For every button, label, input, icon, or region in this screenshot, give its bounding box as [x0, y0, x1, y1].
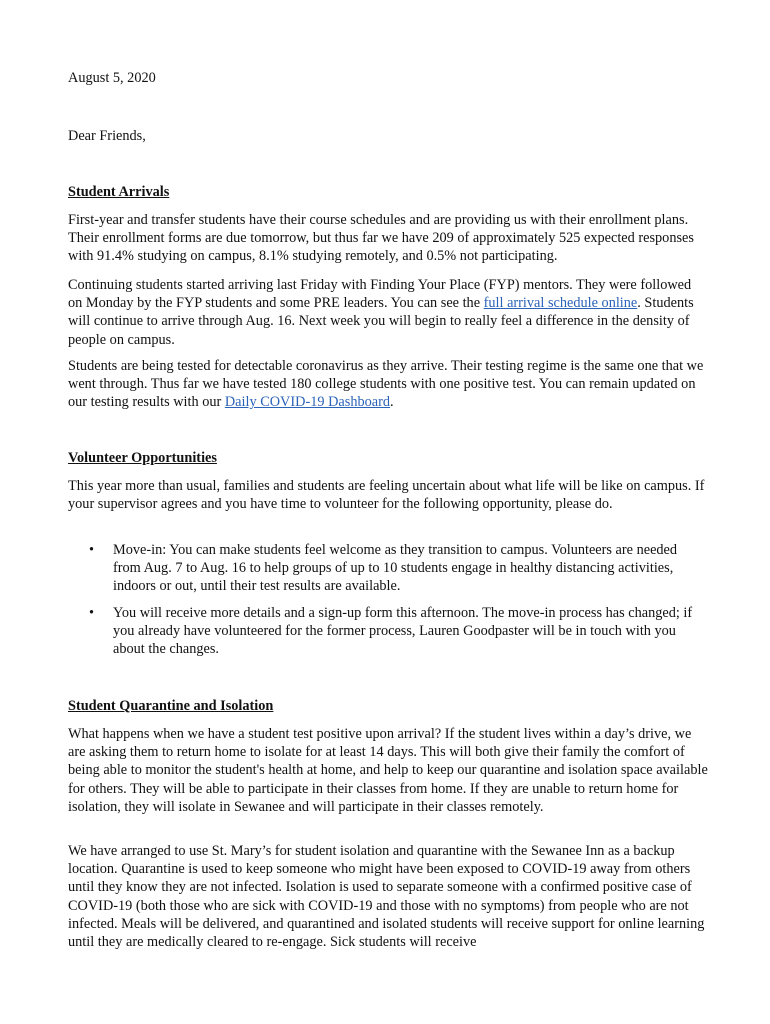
arrivals-paragraph-1: First-year and transfer students have their course schedules and are providing us with their enrollment plans. Their enrollment forms are due tomorrow, but thus far we have 209 of approximately 525 expected responses with 91.4% studying on campus, 8.1% studying remotely, and 0.5% not participating.: [68, 212, 694, 265]
heading-volunteer-opportunities: Volunteer Opportunities: [68, 450, 217, 466]
volunteer-paragraph: This year more than usual, families and students are feeling uncertain about what life will be like on campus. If your supervisor agrees and you have time to volunteer for the following opportunity, please do.: [68, 478, 705, 513]
salutation: Dear Friends,: [68, 128, 146, 144]
arrivals-paragraph-2: Continuing students started arriving last Friday with Finding Your Place (FYP) mentors. They were followed on Monday by the FYP students and some PRE leaders. You can see the full arrival schedule online. Students will continue to arrive through Aug. 16. Next week you will begin to really feel a difference in the density of people on campus.: [68, 277, 694, 348]
arrivals-paragraph-3: Students are being tested for detectable coronavirus as they arrive. Their testing regime is the same one that we went through. Thus far we have tested 180 college students with one positive test. You can remain updated on our testing results with our Daily COVID-19 Dashboard.: [68, 358, 704, 411]
letter-date: August 5, 2020: [68, 70, 156, 86]
arrival-schedule-link[interactable]: full arrival schedule online: [483, 295, 638, 312]
bullet-icon: •: [89, 605, 95, 621]
heading-student-quarantine: Student Quarantine and Isolation: [68, 698, 274, 714]
volunteer-list-item: You will receive more details and a sign-up form this afternoon. The move-in process has changed; if you already have volunteered for the former process, Lauren Goodpaster will be in touch with you about the changes.: [113, 605, 693, 658]
quarantine-paragraph-2: We have arranged to use St. Mary’s for student isolation and quarantine with the Sewanee Inn as a backup location. Quarantine is used to keep someone who might have been exposed to COVID-19 away from others until they know they are not infected. Isolation is used to separate someone with a confirmed positive case of COVID-19 (both those who are sick with COVID-19 and those with no symptoms) from people who are not infected. Meals will be delivered, and quarantined and isolated students will receive support for online learning until they are medically cleared to re-engage. Sick students will receive: [68, 843, 705, 951]
bullet-icon: •: [89, 542, 95, 558]
quarantine-paragraph-1: What happens when we have a student test positive upon arrival? If the student lives within a day’s drive, we are asking them to return home to isolate for at least 14 days. This will both give their family the comfort of being able to monitor the student's health at home, and help to keep our quarantine and isolation space available for others. They will be able to participate in their classes from home. If they are unable to return home for isolation, they will isolate in Sewanee and will participate in their classes remotely.: [68, 726, 708, 815]
heading-student-arrivals: Student Arrivals: [68, 184, 170, 200]
volunteer-list-item: Move-in: You can make students feel welcome as they transition to campus. Volunteers are needed from Aug. 7 to Aug. 16 to help groups of up to 10 students engage in healthy distancing activities, indoors or out, until their test results are available.: [113, 542, 678, 595]
covid-dashboard-link[interactable]: Daily COVID-19 Dashboard: [224, 394, 391, 411]
